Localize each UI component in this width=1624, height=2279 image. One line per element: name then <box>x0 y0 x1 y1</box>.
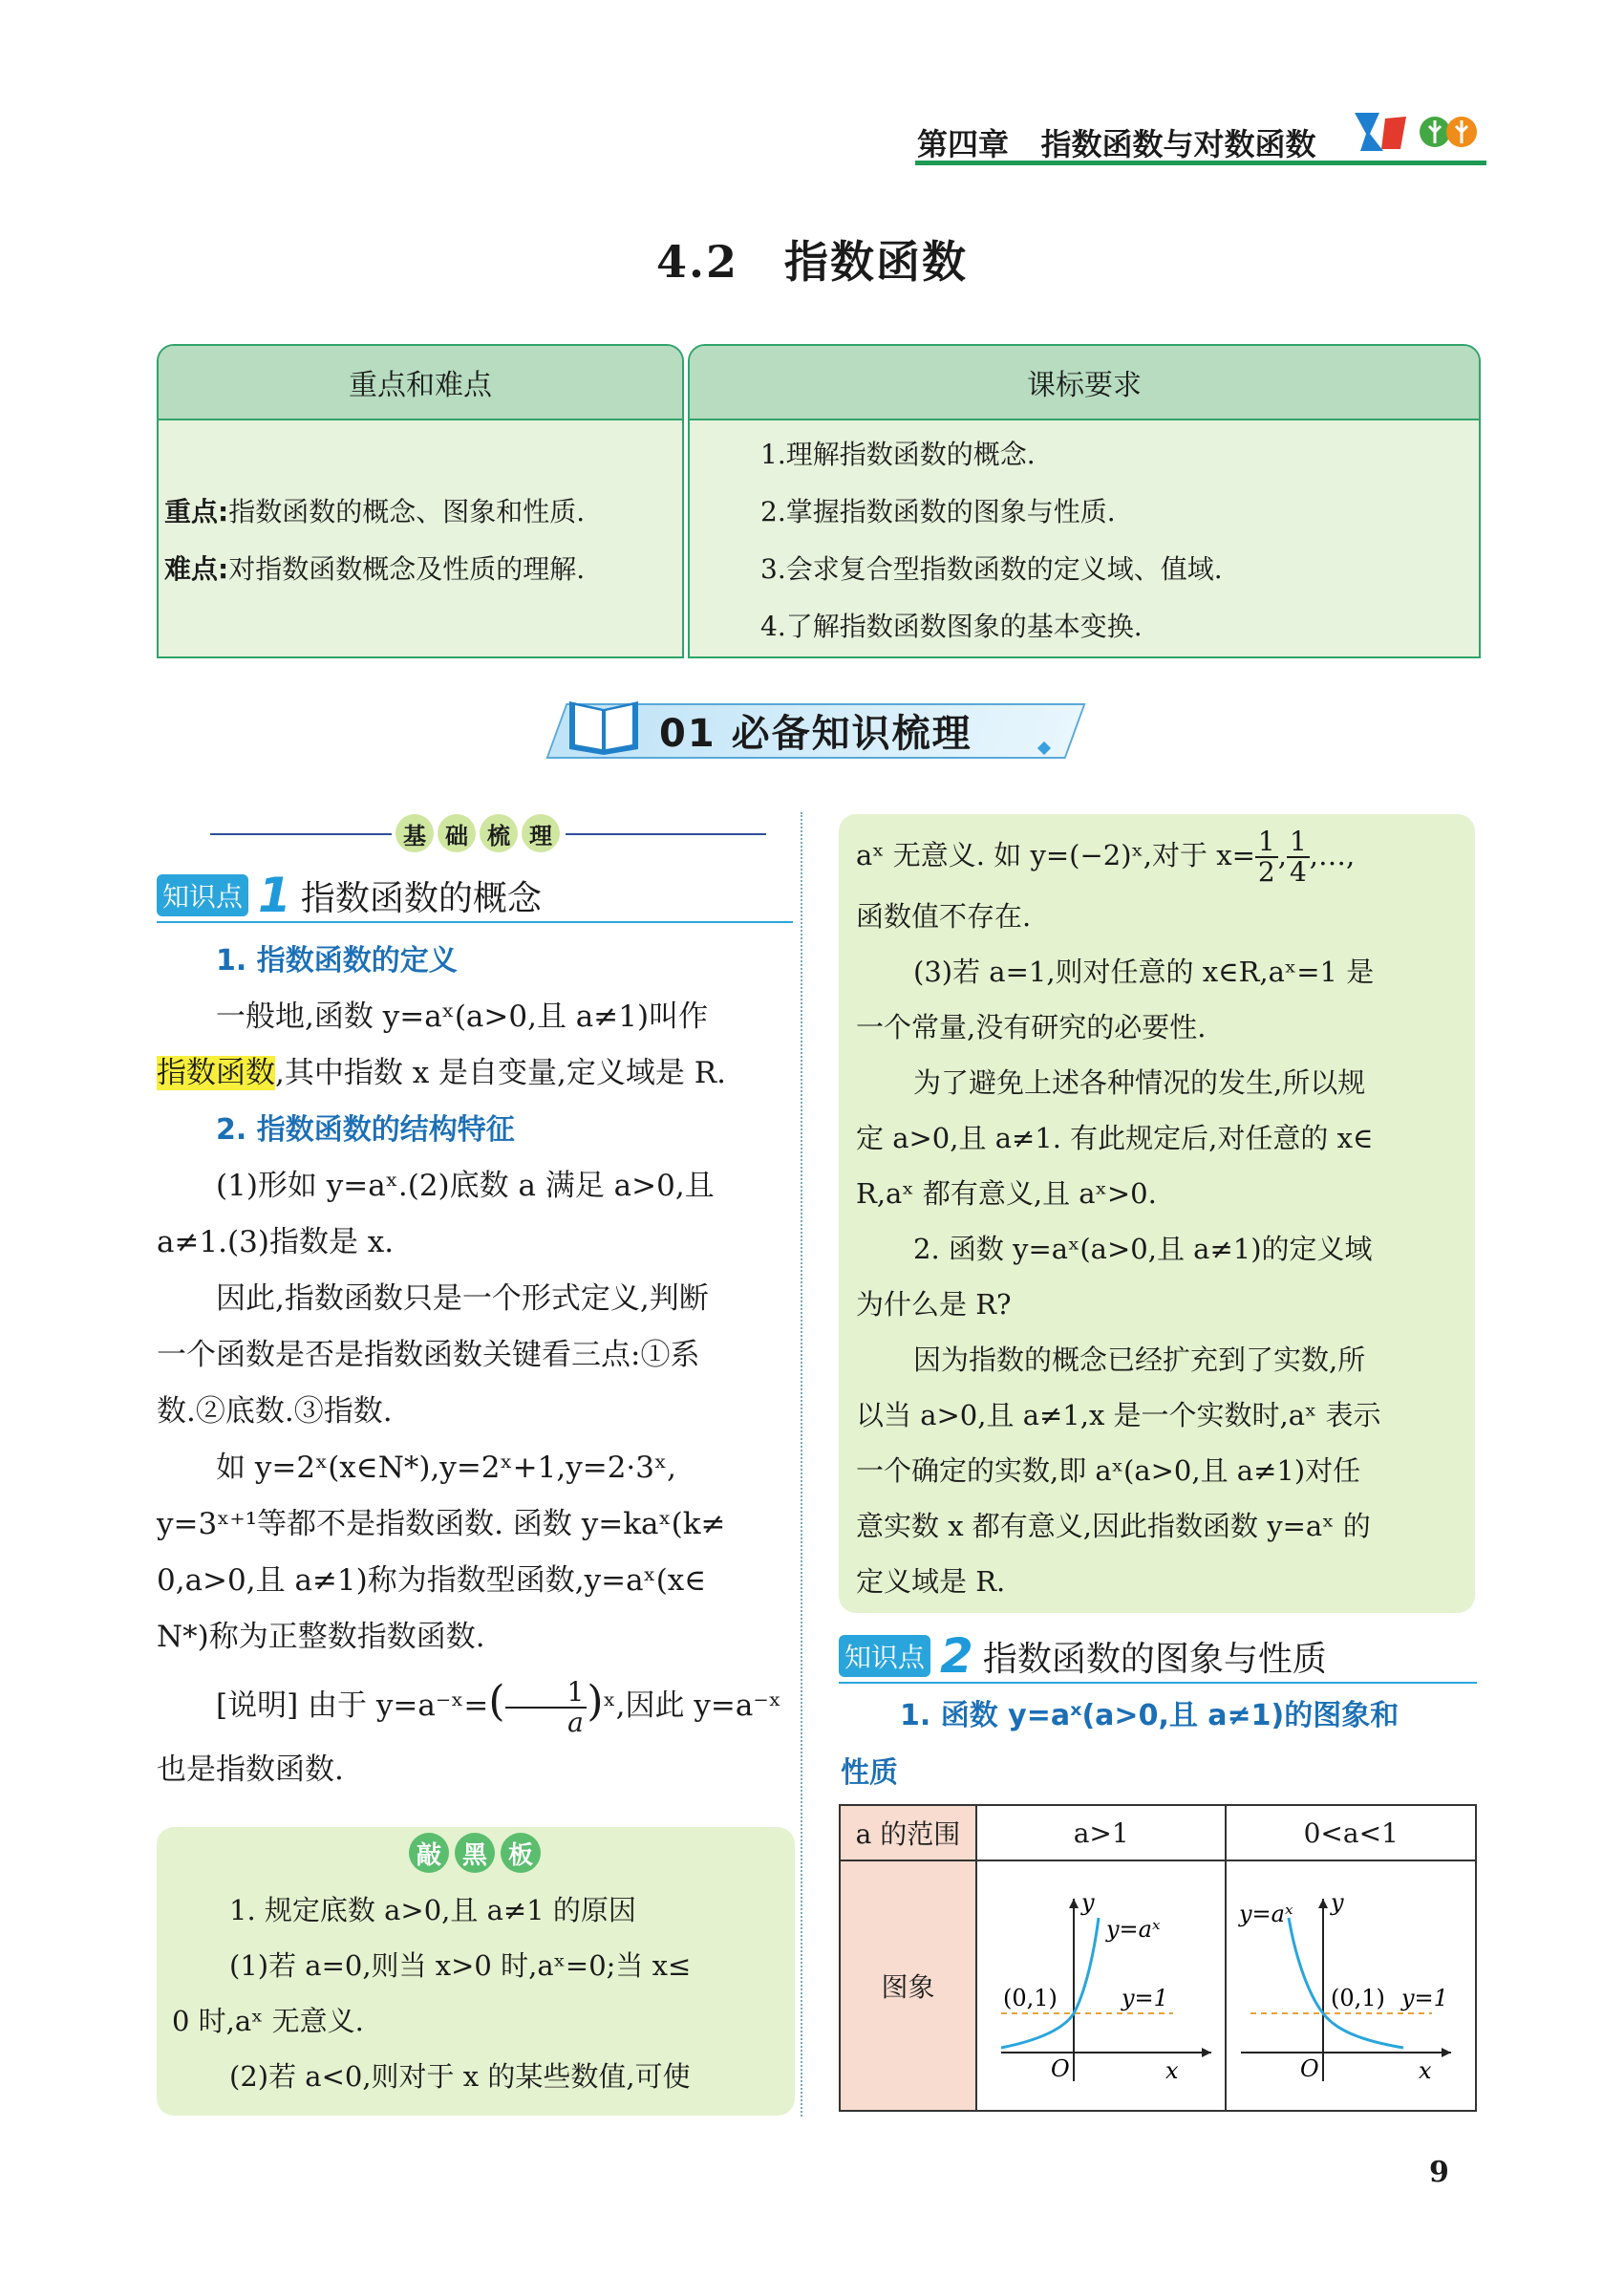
svg-text:y=1: y=1 <box>1121 1985 1168 2011</box>
svg-text:y=1: y=1 <box>1401 1985 1449 2011</box>
rule-left <box>210 833 392 835</box>
table-header-cell: a>1 <box>976 1805 1227 1860</box>
chapter-title: 指数函数与对数函数 <box>1040 126 1316 162</box>
kp2-sub: 1. 函数 y=aˣ(a>0,且 a≠1)的图象和 性质 <box>841 1699 1400 1790</box>
kp1-heading: 知识点 1 指数函数的概念 <box>157 870 793 923</box>
note-line: [说明] 由于 y=a⁻ˣ=( $\frac{1}{a}$ )ˣ,因此 y=a⁻ˣ <box>216 1675 781 1738</box>
basic-tag: 基 础 梳 理 <box>395 814 560 852</box>
graph-cell-a-gt-1 <box>976 1860 1227 2111</box>
svg-text:(0,1): (0,1) <box>1002 1985 1058 2011</box>
difficulty-line: 难点:对指数函数概念及性质的理解. <box>164 553 586 585</box>
requirements-box-header: 课标要求 <box>690 346 1479 420</box>
kp2-heading: 知识点 2 指数函数的图象与性质 <box>839 1630 1477 1684</box>
svg-text:y: y <box>1331 1889 1344 1916</box>
key-point-line: 重点:指数函数的概念、图象和性质. <box>164 496 586 527</box>
svg-text:y=aˣ: y=aˣ <box>1105 1916 1161 1943</box>
banner-title: 01 必备知识梳理 <box>659 712 972 756</box>
blackboard-tag: 敲 黑 板 <box>409 1833 541 1873</box>
blackboard-fraction-line: aˣ 无意义. 如 y=(−2)ˣ,对于 x= $\frac{1}{2}$ , $\frac{1}{4}$ ,…, <box>856 826 1356 888</box>
svg-text:(0,1): (0,1) <box>1331 1985 1386 2011</box>
svg-text:y=aˣ: y=aˣ <box>1239 1901 1293 1927</box>
svg-text:O: O <box>1300 2055 1319 2082</box>
requirements-box <box>688 344 1481 658</box>
table-row-label: 图象 <box>840 1860 976 2111</box>
focus-box <box>157 344 684 658</box>
requirement-item: 4.了解指数函数图象的基本变换. <box>760 611 1143 642</box>
property-table <box>839 1804 1477 2112</box>
fraction: $\frac{1}{a}$ <box>505 1678 588 1737</box>
chapter-number: 第四章 <box>917 126 1010 162</box>
page-number: 9 <box>1429 2156 1449 2189</box>
series-logo-icon <box>1347 105 1490 157</box>
graph-a-gt-1 <box>982 1876 1221 2096</box>
table-header-cell: 0<a<1 <box>1226 1805 1476 1860</box>
kp1-body: 1. 指数函数的定义 一般地,函数 y=aˣ(a>0,且 a≠1)叫作 指数函数,其中指数 x 是自变量,定义域是 R. 2. 指数函数的结构特征 (1)形如 y=aˣ.(2)底数 a 满足 a>0,且 a≠1.(3)指数是 x. 因此,指数函数只是一个形式定义,判断 一个函数是否是指数函数关键看三点:①系 数.②底数.③指数. 如 y=2ˣ(x∈N*),y=2ˣ+1,y=2·3ˣ, y=3ˣ⁺¹等都不是指数函数. 函数 y=kaˣ(k≠ 0,a>0,且 a≠1)称为指数型函数,y=aˣ(x∈ N*)称为正整数指数函数. [说明] 由于 y=a⁻ˣ=( $\frac{1}{a}$ )ˣ,因此 y=a⁻ˣ 也是指数函数. <box>157 933 797 1798</box>
graph-cell-a-lt-1 <box>1226 1860 1476 2111</box>
requirement-item: 3.会求复合型指数函数的定义域、值域. <box>760 553 1223 585</box>
requirement-item: 1.理解指数函数的概念. <box>760 439 1036 470</box>
svg-text:x: x <box>1165 2057 1179 2084</box>
column-divider <box>801 812 802 2117</box>
running-header-text <box>917 120 1315 164</box>
rule-right <box>566 833 766 835</box>
open-book-icon <box>566 692 642 757</box>
svg-text:x: x <box>1419 2057 1432 2084</box>
requirement-item: 2.掌握指数函数的图象与性质. <box>760 496 1116 527</box>
focus-box-header: 重点和难点 <box>159 346 682 420</box>
table-header-cell: a 的范围 <box>840 1805 976 1860</box>
section-title: 4.2 指数函数 <box>655 236 969 288</box>
blackboard-right-text: aˣ 无意义. 如 y=(−2)ˣ,对于 x= $\frac{1}{2}$ , $\frac{1}{4}$ ,…, 函数值不存在. (3)若 a=1,则对任意的 x∈R,aˣ=1 是 一个常量,没有研究的必要性. 为了避免上述各种情况的发生,所以规 定 a>0,且 a≠1. 有此规定后,对任意的 x∈ R,aˣ 都有意义,且 aˣ>0. 2. 函数 y=aˣ(a>0,且 a≠1)的定义域 为什么是 R? 因为指数的概念已经扩充到了实数,所 以当 a>0,且 a≠1,x 是一个实数时,aˣ 表示 一个确定的实数,即 aˣ(a>0,且 a≠1)对任 意实数 x 都有意义,因此指数函数 y=aˣ 的 定义域是 R. <box>856 822 1467 1609</box>
svg-text:O: O <box>1050 2055 1070 2082</box>
svg-text:y: y <box>1080 1889 1095 1916</box>
graph-a-lt-1 <box>1231 1876 1470 2096</box>
blackboard-left-text: 1. 规定底数 a>0,且 a≠1 的原因 (1)若 a=0,则当 x>0 时,aˣ=0;当 x≤ 0 时,aˣ 无意义. (2)若 a<0,则对于 x 的某些数值,可使 <box>172 1894 692 2093</box>
